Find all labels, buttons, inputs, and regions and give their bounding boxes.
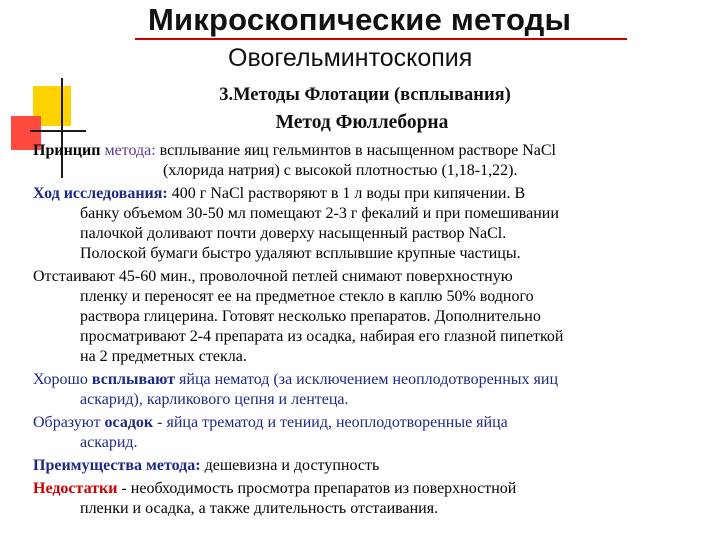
float-line-1: яйца нематод (за исключением неоплодотворенных яиц xyxy=(175,371,559,388)
settling-paragraph xyxy=(33,267,713,367)
advantages-label: Преимущества метода: xyxy=(33,457,201,474)
float-line-2: аскарид), карликового цепня и лентеца. xyxy=(80,391,349,408)
title-underline xyxy=(135,38,627,40)
float-prefix: Хорошо xyxy=(33,371,92,388)
float-keyword: всплывают xyxy=(91,371,176,388)
principle-paragraph xyxy=(33,141,713,181)
method-group-heading: 3.Методы Флотации (всплывания) xyxy=(219,85,511,105)
drawbacks-label: Недостатки xyxy=(33,480,118,497)
procedure-line-1: 400 г NaCl растворяют в 1 л воды при кипячении. В xyxy=(167,185,526,202)
slide-subtitle: Овогельминтоскопия xyxy=(228,44,473,72)
principle-text-2: (хлорида натрия) с высокой плотностью (1,18-1,22). xyxy=(163,162,518,179)
principle-label-suffix: метода: xyxy=(100,142,156,159)
settling-line-5: на 2 предметных стекла. xyxy=(80,348,247,365)
sediment-keyword: осадок xyxy=(104,414,154,431)
procedure-line-4: Полоской бумаги быстро удаляют всплывшие крупные частицы. xyxy=(80,245,521,262)
procedure-line-2: банку объемом 30-50 мл помещают 2-3 г фекалий и при помешивании xyxy=(80,205,559,222)
settling-line-1: Отстаивают 45-60 мин., проволочной петлей снимают поверхностную xyxy=(33,268,513,285)
settling-line-4: просматривают 2-4 препарата из осадка, набирая его глазной пипеткой xyxy=(80,328,564,345)
drawbacks-paragraph xyxy=(33,479,713,519)
sediment-line-2: аскарид. xyxy=(80,434,138,451)
procedure-label: Ход исследования: xyxy=(33,185,168,202)
principle-text-1: всплывание яиц гельминтов в насыщенном растворе NaCl xyxy=(155,142,556,159)
advantages-paragraph xyxy=(33,456,713,476)
drawbacks-line-1: - необходимость просмотра препаратов из поверхностной xyxy=(117,480,517,497)
advantages-text: дешевизна и доступность xyxy=(200,457,380,474)
settling-line-3: раствора глицерина. Готовят несколько препаратов. Дополнительно xyxy=(80,308,541,325)
sediment-paragraph xyxy=(33,413,713,453)
method-name-heading: Метод Фюллеборна xyxy=(275,112,449,133)
sediment-line-1: - яйца трематод и тениид, неоплодотворенные яйца xyxy=(153,414,508,431)
settling-line-2: пленку и переносят ее на предметное стекло в каплю 50% водного xyxy=(80,288,534,305)
procedure-paragraph xyxy=(33,184,713,264)
drawbacks-line-2: пленки и осадка, а также длительность отстаивания. xyxy=(80,500,439,517)
slide-title: Микроскопические методы xyxy=(148,2,572,37)
float-paragraph xyxy=(33,370,713,410)
principle-label: Принцип xyxy=(33,142,101,159)
procedure-line-3: палочкой доливают почти доверху насыщенный раствор NaCl. xyxy=(80,225,507,242)
sediment-prefix: Образуют xyxy=(33,414,105,431)
slide-body xyxy=(33,141,713,522)
